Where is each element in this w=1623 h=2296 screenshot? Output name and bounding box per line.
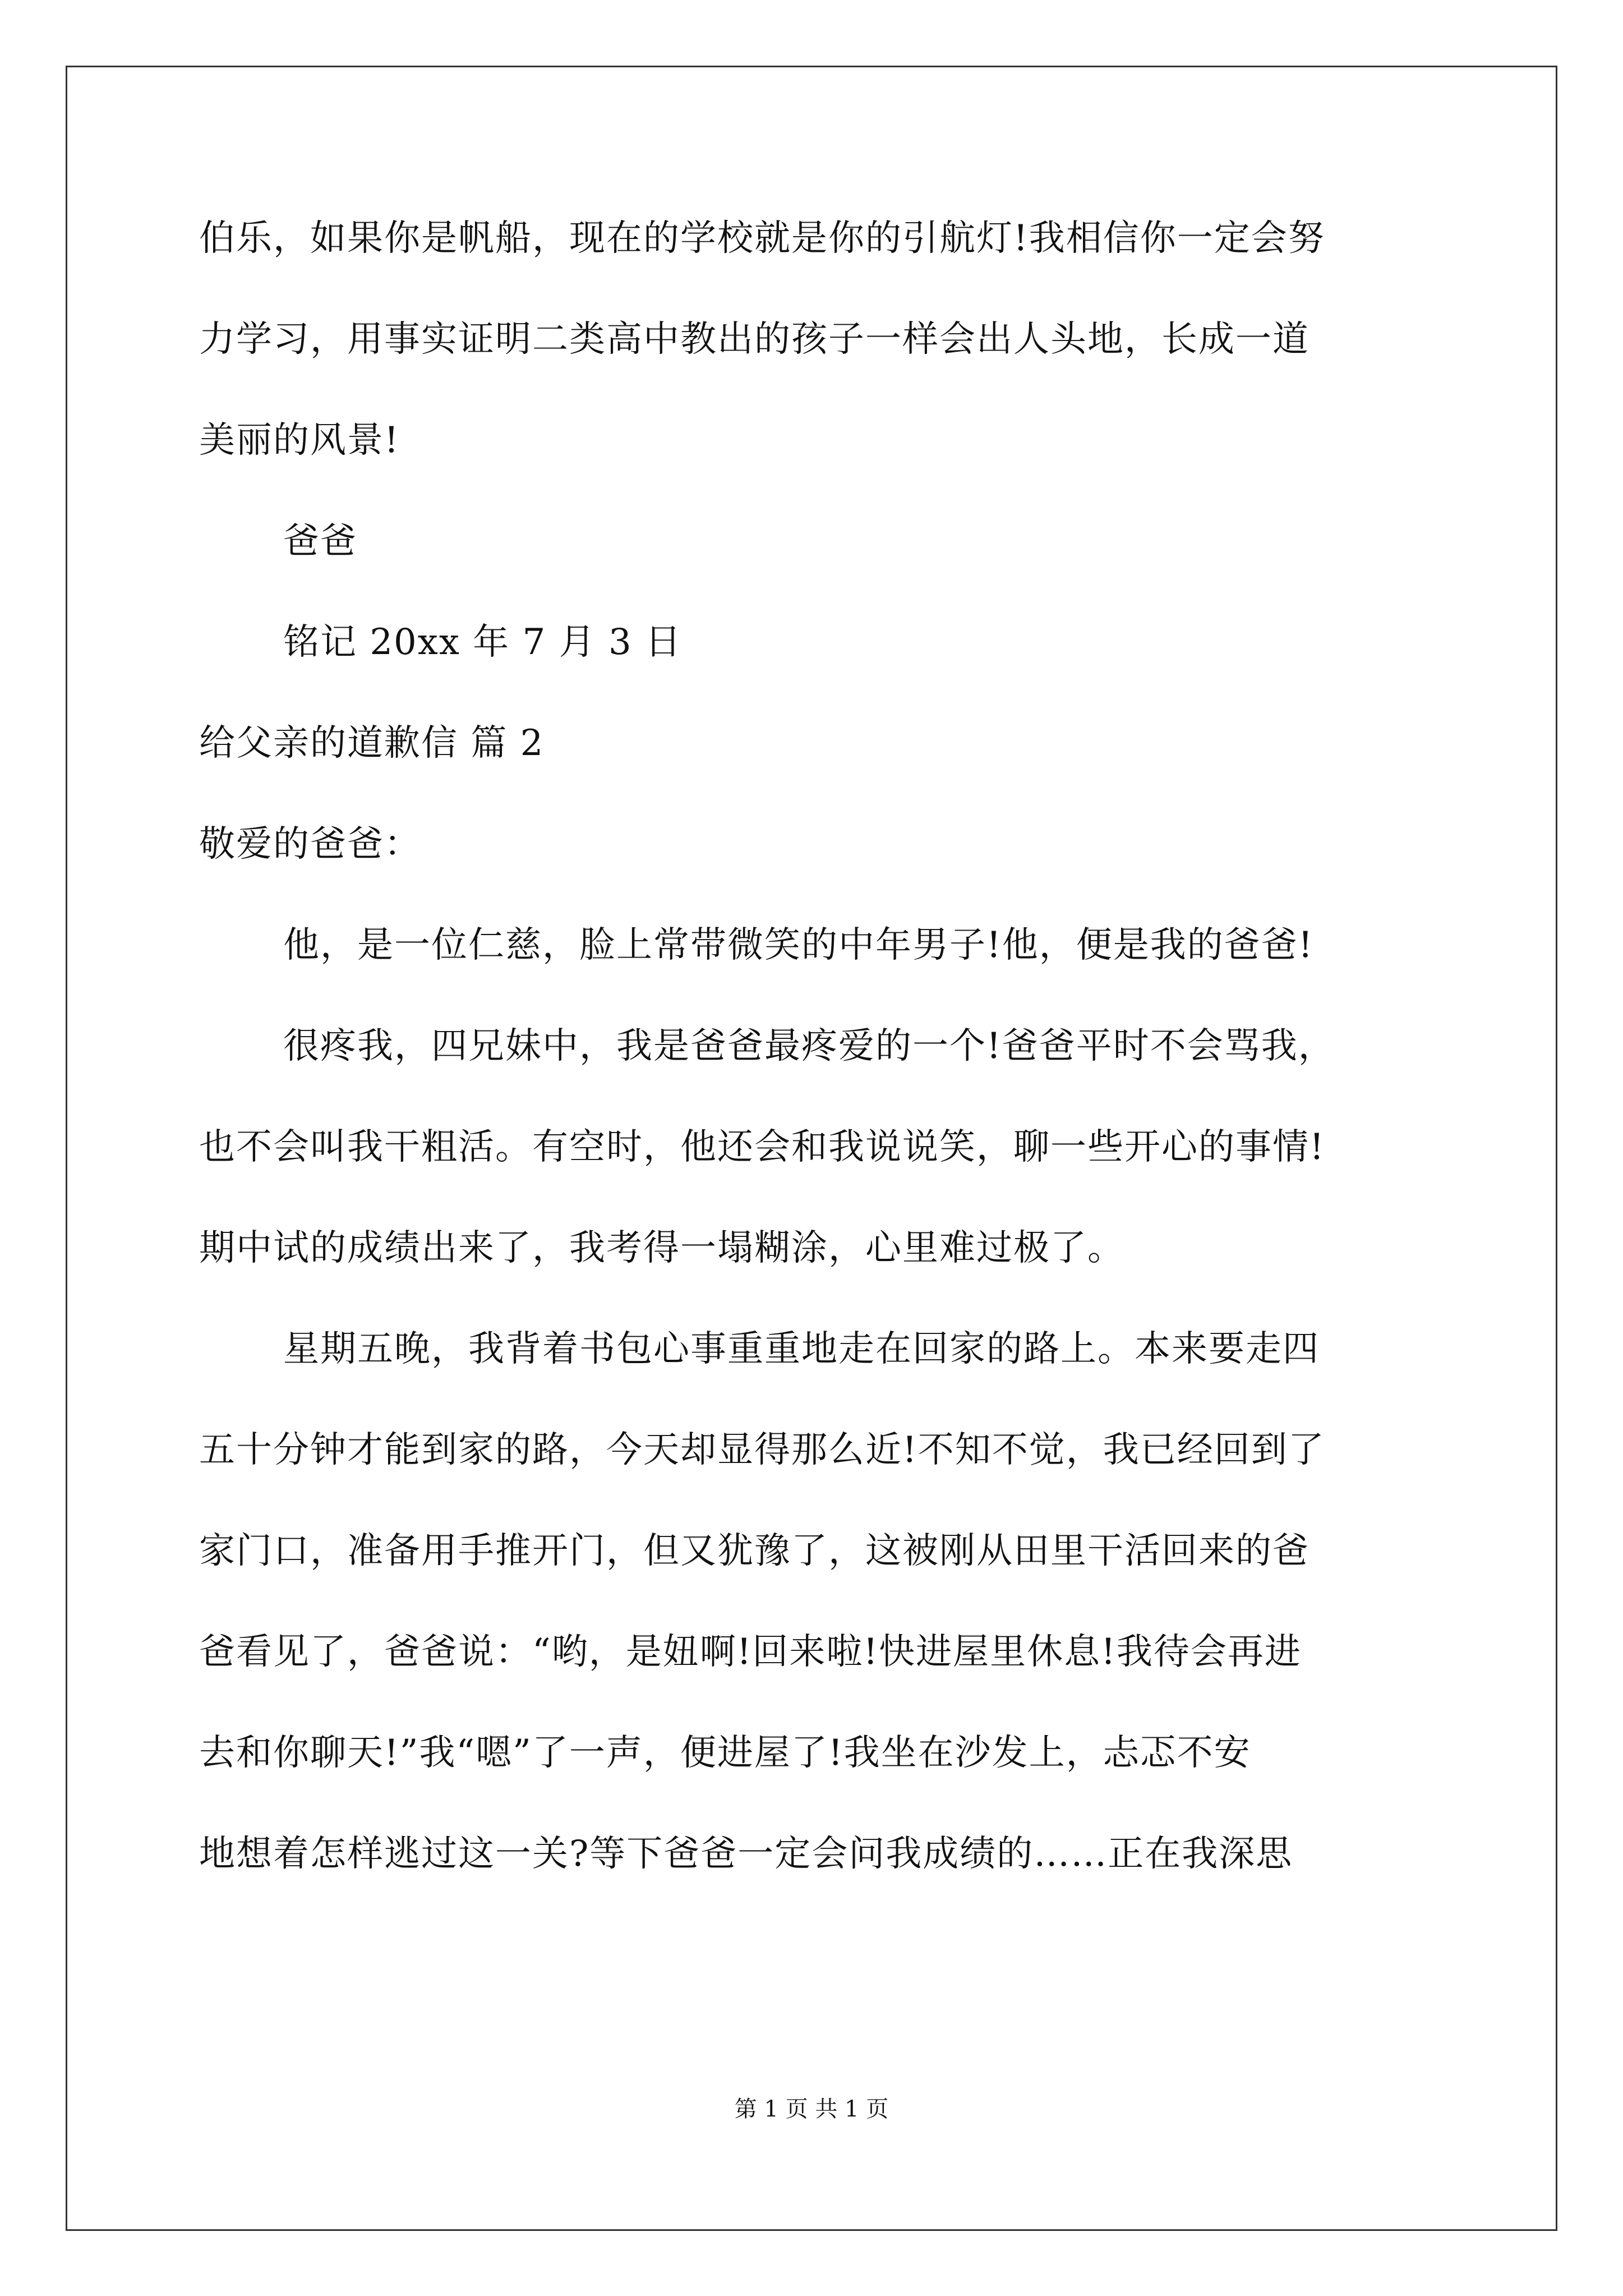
text-line: 美丽的风景! xyxy=(199,420,400,461)
text-line: 爸看见了，爸爸说：“哟，是妞啊!回来啦!快进屋里休息!我待会再进 xyxy=(199,1631,1302,1673)
text-line: 伯乐，如果你是帆船，现在的学校就是你的引航灯!我相信你一定会努 xyxy=(199,218,1325,259)
text-line: 家门口，准备用手推开门，但又犹豫了，这被刚从田里干活回来的爸 xyxy=(199,1530,1310,1572)
text-line: 去和你聊天!”我“嗯”了一声，便进屋了!我坐在沙发上，忐忑不安 xyxy=(199,1732,1251,1774)
page-footer: 第 1 页 共 1 页 xyxy=(734,2096,889,2122)
text-line: 期中试的成绩出来了，我考得一塌糊涂，心里难过极了。 xyxy=(199,1227,1124,1269)
text-line: 星期五晚，我背着书包心事重重地走在回家的路上。本来要走四 xyxy=(283,1328,1320,1370)
salutation: 敬爱的爸爸： xyxy=(199,823,421,865)
text-line: 他，是一位仁慈，脸上常带微笑的中年男子!他，便是我的爸爸! xyxy=(283,924,1314,966)
text-line: 也不会叫我干粗活。有空时，他还会和我说说笑，聊一些开心的事情! xyxy=(199,1126,1325,1168)
text-line: 力学习，用事实证明二类高中教出的孩子一样会出人头地，长成一道 xyxy=(199,319,1310,360)
signature-date: 铭记 20xx 年 7 月 3 日 xyxy=(283,622,683,663)
section-title: 给父亲的道歉信 篇 2 xyxy=(199,723,545,764)
text-line: 五十分钟才能到家的路，今天却显得那么近!不知不觉，我已经回到了 xyxy=(199,1429,1325,1471)
signature-name: 爸爸 xyxy=(283,521,357,562)
text-line: 地想着怎样逃过这一关?等下爸爸一定会问我成绩的……正在我深思 xyxy=(199,1833,1293,1875)
text-line: 很疼我，四兄妹中，我是爸爸最疼爱的一个!爸爸平时不会骂我， xyxy=(283,1025,1335,1067)
